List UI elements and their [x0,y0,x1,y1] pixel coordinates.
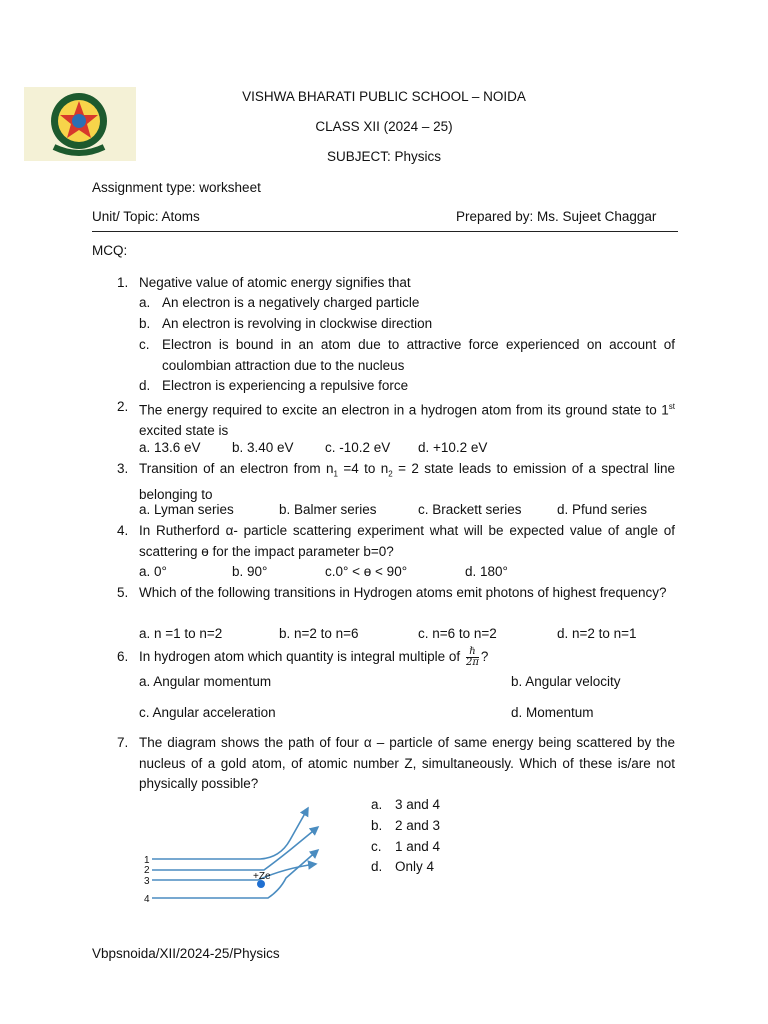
q6-option-d: d. Momentum [511,705,594,720]
question-number: 1. [117,275,129,290]
path-label-1: 1 [144,855,150,866]
q1-option-b: b. An electron is revolving in clockwise direction [139,316,433,331]
section-label: MCQ: [92,243,128,258]
school-name: VISHWA BHARATI PUBLIC SCHOOL – NOIDA [242,89,526,104]
question-text: In hydrogen atom which quantity is integral multiple of $\frac{\text{ℏ}}{2\pi}$ ? [139,646,489,668]
prepared-by: Prepared by: Ms. Sujeet Chaggar [456,209,657,224]
q5-option-b: b. n=2 to n=6 [279,626,359,641]
question-text: Transition of an electron from $n_1 =4$ to $n_2 = 2$ state leads to emission of a spectral line belonging to [139,461,675,503]
q4-option-a: a. 0° [139,564,167,579]
q7-option-b: b. 2 and 3 [371,818,441,833]
question-text: Which of the following transitions in Hydrogen atoms emit photons of highest frequency? [139,585,667,600]
q6-option-b: b. Angular velocity [511,674,621,689]
alpha-path-1 [152,808,308,859]
q2-option-a: a. 13.6 eV [139,440,201,455]
question-2: 2. The energy required to excite an electron in a hydrogen atom from its ground state to 1st excited state is [117,397,675,442]
q5-option-a: a. n =1 to n=2 [139,626,223,641]
q4-option-b: b. 90° [232,564,268,579]
q7-option-a: a. 3 and 4 [371,797,441,812]
q6-option-c: c. Angular acceleration [139,705,276,720]
question-text: The diagram shows the path of four α – particle of same energy being scattered by the nucleus of a gold atom, of atomic number Z, simultaneously. Which of these is/are not physically possible? [139,735,675,791]
h-bar-over-2pi: $\frac{\text{ℏ}}{2\pi}$ [465,646,479,668]
assignment-type: Assignment type: worksheet [92,180,261,195]
question-7: 7. The diagram shows the path of four α – particle of same energy being scattered by the nucleus of a gold atom, of atomic number Z, simultaneously. Which of these is/are not physically possible? [117,733,675,795]
q7-option-d: d. Only 4 [371,859,435,874]
q1-option-c: c. Electron is bound in an atom due to attractive force experienced on account of coulombian attraction due to the nucleus [139,337,675,373]
scattering-diagram [140,800,330,910]
q5-option-d: d. n=2 to n=1 [557,626,637,641]
q5-option-c: c. n=6 to n=2 [418,626,497,641]
question-3: 3. Transition of an electron from $n_1 =4$ to $n_2 = 2$ state leads to emission of a spectral line belonging to [117,459,675,506]
nucleus-label: +Ze [253,871,271,882]
q1-option-a: a. An electron is a negatively charged particle [139,295,420,310]
q3-option-d: d. Pfund series [557,502,648,517]
q4-option-d: d. 180° [465,564,508,579]
q1-option-d: d. Electron is experiencing a repulsive force [139,378,409,393]
q6-option-a: a. Angular momentum [139,674,272,689]
q2-option-d: d. +10.2 eV [418,440,488,455]
path-label-3: 3 [144,876,150,887]
q7-option-c: c. 1 and 4 [371,839,441,854]
question-1 [117,273,675,294]
class-title: CLASS XII (2024 – 25) [315,119,453,134]
footer-reference: Vbpsnoida/XII/2024-25/Physics [92,946,280,961]
alpha-path-3 [152,864,316,880]
question-text: The energy required to excite an electron in a hydrogen atom from its ground state to 1st excited state is [139,402,675,438]
q3-option-c: c. Brackett series [418,502,522,517]
q3-option-a: a. Lyman series [139,502,234,517]
question-5: 5. Which of the following transitions in Hydrogen atoms emit photons of highest frequency? [117,583,675,604]
subject-title: SUBJECT: Physics [326,149,442,164]
q4-option-c: c.0° < ɵ < 90° [325,564,408,579]
question-text: Negative value of atomic energy signifies that [139,275,411,290]
alpha-path-4 [152,850,318,898]
header-divider [92,231,678,232]
unit-topic: Unit/ Topic: Atoms [92,209,200,224]
q3-option-b: b. Balmer series [279,502,377,517]
q2-option-b: b. 3.40 eV [232,440,294,455]
question-6: 6. In hydrogen atom which quantity is integral multiple of $\frac{\text{ℏ}}{2\pi}$ ? [117,647,675,668]
question-text: In Rutherford α- particle scattering experiment what will be expected value of angle of scattering ɵ for the impact parameter b=0? [139,523,675,559]
q2-option-c: c. -10.2 eV [325,440,391,455]
path-label-2: 2 [144,865,150,876]
question-4: 4. In Rutherford α- particle scattering experiment what will be expected value of angle of scattering ɵ for the impact parameter b=0? [117,521,675,562]
path-label-4: 4 [144,894,150,905]
